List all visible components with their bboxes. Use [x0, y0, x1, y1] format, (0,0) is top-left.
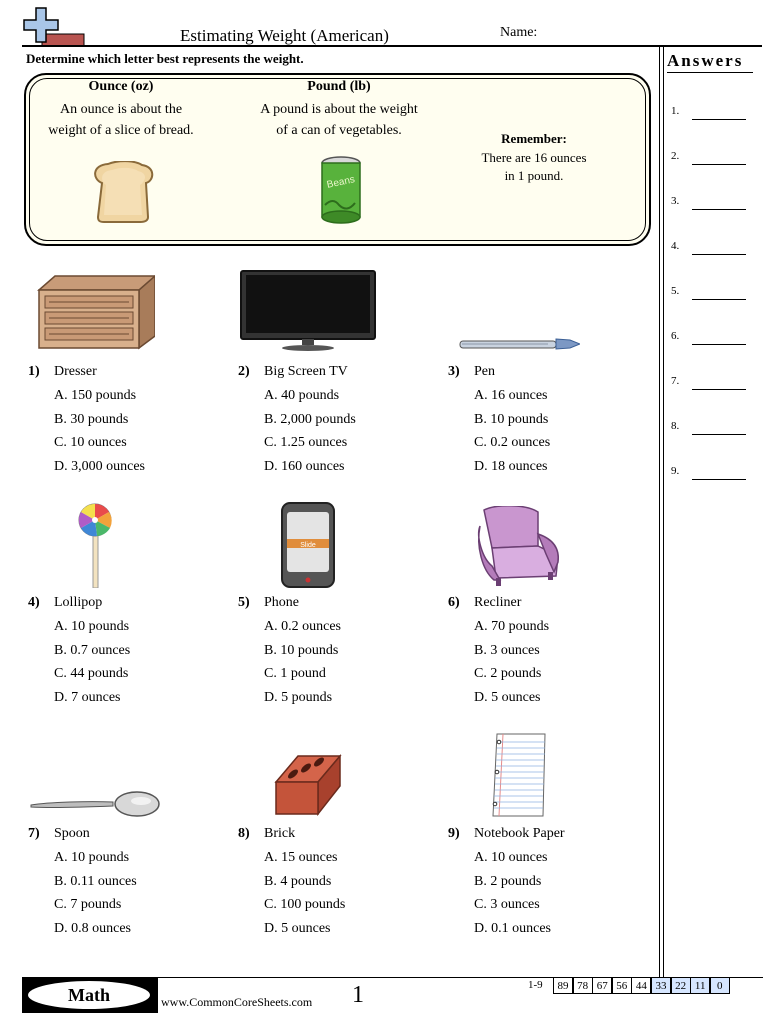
answer-option[interactable]: C. 1.25 ounces: [264, 435, 348, 450]
answer-number: 3.: [671, 195, 680, 207]
answer-option[interactable]: B. 10 pounds: [264, 642, 339, 658]
answer-option[interactable]: A. 15 ounces: [264, 850, 338, 865]
svg-text:Slide: Slide: [300, 542, 316, 549]
page-number: 1: [352, 982, 364, 1008]
spoon-icon: [29, 790, 161, 823]
answer-number: 4.: [671, 240, 680, 252]
bread-icon: [90, 161, 156, 228]
score-cell: 78: [573, 977, 593, 994]
answer-blank[interactable]: [692, 344, 746, 345]
answer-option[interactable]: D. 3,000 ounces: [54, 458, 145, 474]
question-item-name: Pen: [474, 364, 495, 379]
answer-blank[interactable]: [692, 299, 746, 300]
question-item-name: Brick: [264, 826, 296, 841]
question-number: 1): [28, 364, 40, 379]
question-number: 2): [238, 364, 250, 379]
answer-blank[interactable]: [692, 119, 746, 120]
answer-option[interactable]: A. 40 pounds: [264, 388, 340, 403]
answer-number: 8.: [671, 420, 680, 432]
answer-blank[interactable]: [692, 209, 746, 210]
answer-option[interactable]: B. 2,000 pounds: [264, 411, 356, 427]
question-item-name: Dresser: [54, 364, 97, 379]
question-number: 3): [448, 364, 460, 379]
answer-option[interactable]: A. 150 pounds: [54, 388, 137, 403]
answer-option[interactable]: D. 0.1 ounces: [474, 920, 551, 936]
answer-row: [671, 150, 751, 170]
info-box: [24, 73, 651, 246]
instructions: Determine which letter best represents the weight.: [26, 51, 304, 66]
answer-blank[interactable]: [692, 389, 746, 390]
answer-option[interactable]: C. 3 ounces: [474, 897, 540, 912]
footer-url[interactable]: www.CommonCoreSheets.com: [161, 995, 313, 1009]
answer-option[interactable]: C. 0.2 ounces: [474, 435, 551, 450]
answer-row: [671, 330, 751, 350]
question-item-name: Lollipop: [54, 595, 103, 610]
question-number: 5): [238, 595, 250, 610]
dresser-icon: [35, 274, 155, 357]
answer-option[interactable]: C. 1 pound: [264, 666, 326, 681]
answer-option[interactable]: D. 160 ounces: [264, 458, 345, 474]
answer-row: [671, 285, 751, 305]
remember-text-2: in 1 pound.: [504, 168, 564, 183]
answer-number: 2.: [671, 150, 680, 162]
answers-divider: [659, 45, 660, 978]
header-divider: [22, 45, 762, 47]
answer-blank[interactable]: [692, 479, 746, 480]
answer-row: [671, 420, 751, 440]
answers-underline: [667, 72, 753, 73]
svg-text:Beans: Beans: [325, 174, 356, 191]
beans-can-icon: [319, 155, 363, 230]
remember-text-1: There are 16 ounces: [481, 150, 587, 165]
pen-icon: [458, 336, 580, 357]
score-cell: 22: [671, 977, 691, 994]
answer-option[interactable]: B. 2 pounds: [474, 873, 542, 889]
answer-row: [671, 240, 751, 260]
answer-option[interactable]: C. 100 pounds: [264, 897, 346, 912]
answers-divider-inner: [663, 45, 664, 978]
ounce-text-2: weight of a slice of bread.: [48, 123, 194, 138]
answer-blank[interactable]: [692, 164, 746, 165]
answer-number: 9.: [671, 465, 680, 477]
score-cell: 33: [651, 977, 671, 994]
question-item-name: Big Screen TV: [264, 364, 348, 379]
answer-option[interactable]: D. 0.8 ounces: [54, 920, 131, 936]
answer-number: 1.: [671, 105, 680, 117]
pound-text-2: of a can of vegetables.: [276, 123, 402, 138]
answer-option[interactable]: A. 10 pounds: [54, 619, 130, 634]
question-number: 8): [238, 826, 250, 841]
notebook-paper-icon: [491, 732, 547, 823]
name-label: Name:: [500, 25, 538, 40]
answer-number: 6.: [671, 330, 680, 342]
answer-option[interactable]: C. 7 pounds: [54, 897, 122, 912]
score-cell: 89: [553, 977, 573, 994]
score-cell: 0: [710, 977, 730, 994]
question-number: 4): [28, 595, 40, 610]
answer-number: 7.: [671, 375, 680, 387]
answers-title: Answers: [667, 51, 744, 70]
tv-icon: [240, 270, 376, 357]
logo-icon: [22, 6, 86, 48]
answer-option[interactable]: C. 44 pounds: [54, 666, 129, 681]
phone-icon: [281, 502, 335, 593]
answer-option[interactable]: A. 70 pounds: [474, 619, 550, 634]
answer-option[interactable]: A. 16 ounces: [474, 388, 548, 403]
answer-option[interactable]: B. 4 pounds: [264, 873, 332, 889]
remember-heading: Remember:: [501, 131, 567, 146]
answer-option[interactable]: D. 5 ounces: [264, 920, 331, 936]
pound-heading: Pound (lb): [307, 79, 371, 94]
math-label: Math: [28, 981, 150, 1009]
answer-row: [671, 465, 751, 485]
answer-option[interactable]: A. 0.2 ounces: [264, 619, 341, 634]
answer-option[interactable]: B. 10 pounds: [474, 411, 549, 427]
question-item-name: Recliner: [474, 595, 522, 610]
ounce-text-1: An ounce is about the: [59, 102, 183, 117]
lollipop-icon: [77, 502, 113, 593]
score-cell: 56: [612, 977, 632, 994]
score-cell: 67: [592, 977, 612, 994]
answer-option[interactable]: B. 0.11 ounces: [54, 873, 137, 889]
question-item-name: Notebook Paper: [474, 826, 565, 841]
score-range: 1-9: [528, 979, 543, 991]
pound-text-1: A pound is about the weight: [260, 102, 418, 117]
answer-blank[interactable]: [692, 434, 746, 435]
answer-row: [671, 375, 751, 395]
score-cell: 11: [690, 977, 710, 994]
answer-blank[interactable]: [692, 254, 746, 255]
answer-option[interactable]: B. 30 pounds: [54, 411, 129, 427]
question-number: 7): [28, 826, 40, 841]
answer-option[interactable]: B. 3 ounces: [474, 642, 540, 658]
answer-option[interactable]: D. 7 ounces: [54, 689, 121, 705]
ounce-heading: Ounce (oz): [88, 79, 154, 94]
answer-option[interactable]: A. 10 pounds: [54, 850, 130, 865]
recliner-icon: [476, 506, 562, 593]
answer-option[interactable]: D. 18 ounces: [474, 458, 548, 474]
brick-icon: [274, 752, 342, 823]
answer-option[interactable]: C. 10 ounces: [54, 435, 127, 450]
answer-row: [671, 105, 751, 125]
answer-option[interactable]: C. 2 pounds: [474, 666, 542, 681]
answer-number: 5.: [671, 285, 680, 297]
question-item-name: Phone: [264, 595, 299, 610]
score-cell: 44: [631, 977, 651, 994]
answer-option[interactable]: A. 10 ounces: [474, 850, 548, 865]
answer-option[interactable]: D. 5 ounces: [474, 689, 541, 705]
answer-row: [671, 195, 751, 215]
answer-option[interactable]: B. 0.7 ounces: [54, 642, 131, 658]
math-badge: [22, 977, 158, 1013]
question-item-name: Spoon: [54, 826, 90, 841]
answer-option[interactable]: D. 5 pounds: [264, 689, 333, 705]
page-title: Estimating Weight (American): [180, 26, 389, 45]
question-number: 9): [448, 826, 460, 841]
question-number: 6): [448, 595, 460, 610]
